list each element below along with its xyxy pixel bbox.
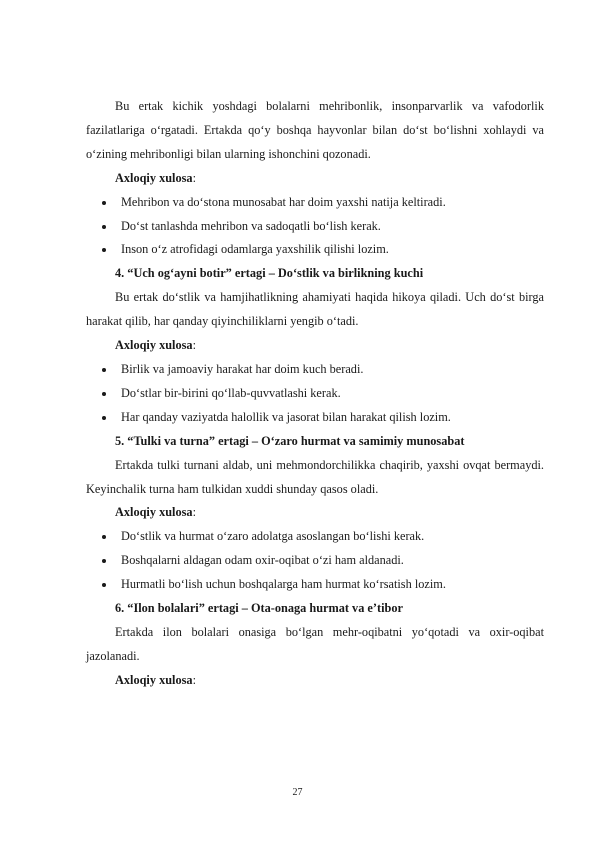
bullet-icon [102, 535, 106, 539]
morality-label-text: Axloqiy xulosa [115, 505, 193, 520]
section-heading: 5. “Tulki va turna” ertagi – O‘zaro hurmat va samimiy munosabat [115, 433, 465, 448]
list-item [86, 382, 544, 406]
list-item [86, 549, 544, 573]
morality-label [86, 669, 544, 693]
bullet-icon [102, 392, 106, 396]
list-item-text: Mehribon va do‘stona munosabat har doim yaxshi natija keltiradi. [121, 194, 446, 209]
bullet-list [86, 191, 544, 263]
list-item [86, 406, 544, 430]
list-item [86, 573, 544, 597]
bullet-list [86, 358, 544, 430]
paragraph: Bu ertak do‘stlik va hamjihatlikning ahamiyati haqida hikoya qiladi. Uch do‘st birga harakat qilib, har qanday qiyinchiliklarni yengib o‘tadi. [86, 290, 544, 329]
bullet-icon [102, 368, 106, 372]
morality-colon: : [192, 672, 196, 687]
morality-label [86, 501, 544, 525]
bullet-list [86, 525, 544, 597]
morality-label-text: Axloqiy xulosa [115, 170, 193, 185]
list-item-text: Inson o‘z atrofidagi odamlarga yaxshilik qilishi lozim. [121, 242, 389, 257]
paragraph: Ertakda ilon bolalari onasiga bo‘lgan mehr-oqibatni yo‘qotadi va oxir-oqibat jazolanadi. [86, 624, 544, 663]
list-item [86, 525, 544, 549]
section-heading: 4. “Uch og‘ayni botir” ertagi – Do‘stlik va birlikning kuchi [115, 266, 424, 281]
morality-label-text: Axloqiy xulosa [115, 338, 193, 353]
list-item-text: Do‘st tanlashda mehribon va sadoqatli bo‘lish kerak. [121, 218, 381, 233]
list-item-text: Birlik va jamoaviy harakat har doim kuch beradi. [121, 361, 364, 376]
paragraph: Bu ertak kichik yoshdagi bolalarni mehribonlik, insonparvarlik va vafodorlik fazilatlariga o‘rgatadi. Ertakda qo‘y boshqa hayvonlar bilan do‘st bo‘lishni xohlaydi va o‘zining mehribonligi bilan ularning ishonchini qozonadi. [86, 99, 544, 161]
page-content [86, 95, 544, 693]
list-item-text: Do‘stlar bir-birini qo‘llab-quvvatlashi kerak. [121, 385, 341, 400]
list-item [86, 215, 544, 239]
list-item-text: Do‘stlik va hurmat o‘zaro adolatga asoslangan bo‘lishi kerak. [121, 529, 425, 544]
bullet-icon [102, 559, 106, 563]
list-item [86, 358, 544, 382]
list-item-text: Boshqalarni aldagan odam oxir-oqibat o‘zi ham aldanadi. [121, 553, 404, 568]
page-number: 27 [292, 787, 303, 798]
morality-colon: : [192, 338, 196, 353]
section-heading: 6. “Ilon bolalari” ertagi – Ota-onaga hurmat va e’tibor [115, 601, 403, 616]
morality-colon: : [192, 505, 196, 520]
list-item-text: Hurmatli bo‘lish uchun boshqalarga ham hurmat ko‘rsatish lozim. [121, 577, 446, 592]
morality-label [86, 167, 544, 191]
bullet-icon [102, 248, 106, 252]
morality-colon: : [192, 170, 196, 185]
bullet-icon [102, 201, 106, 205]
list-item [86, 191, 544, 215]
list-item [86, 238, 544, 262]
bullet-icon [102, 225, 106, 229]
bullet-icon [102, 583, 106, 587]
paragraph: Ertakda tulki turnani aldab, uni mehmondorchilikka chaqirib, yaxshi ovqat bermaydi. Keyinchalik turna ham tulkidan xuddi shunday qasos oladi. [86, 457, 544, 496]
morality-label-text: Axloqiy xulosa [115, 672, 193, 687]
bullet-icon [102, 416, 106, 420]
list-item-text: Har qanday vaziyatda halollik va jasorat bilan harakat qilish lozim. [121, 409, 451, 424]
morality-label [86, 334, 544, 358]
